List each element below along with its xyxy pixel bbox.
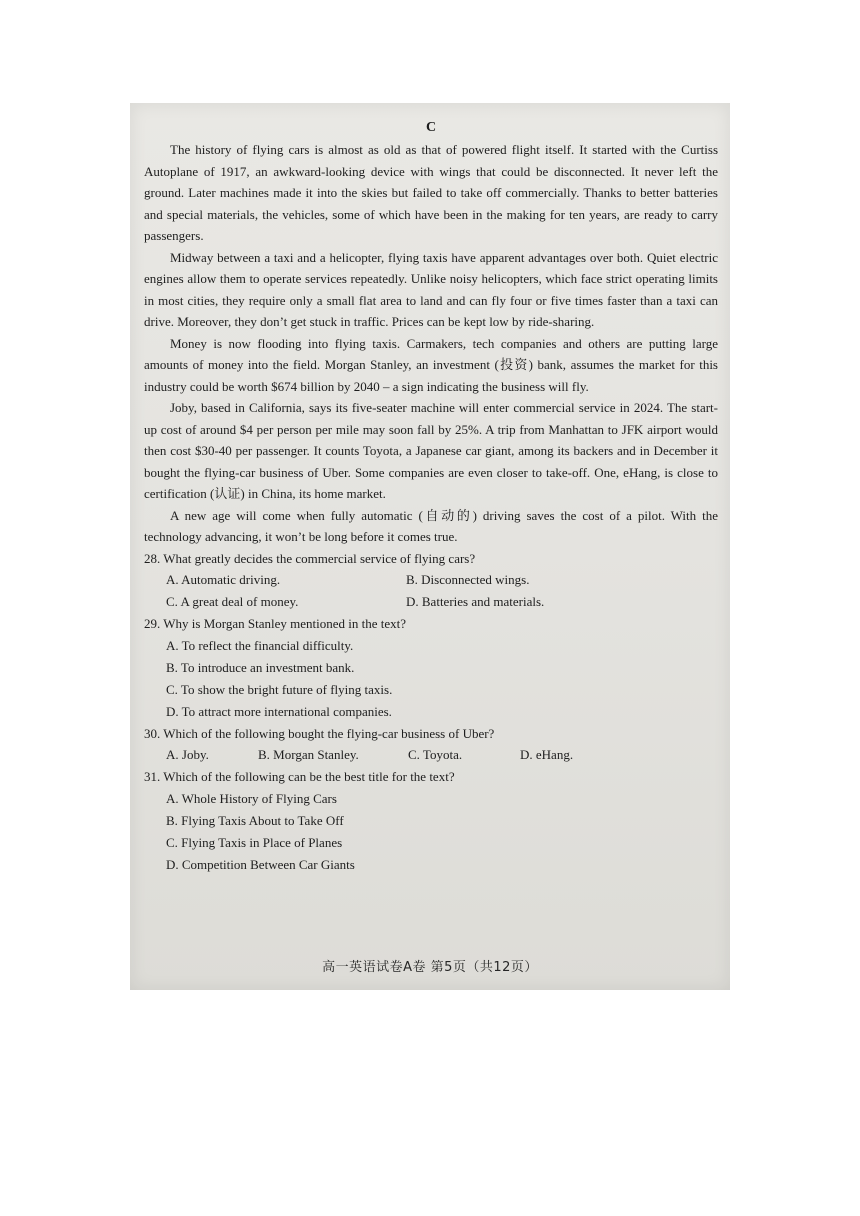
option-c: C. To show the bright future of flying taxis. <box>166 681 393 697</box>
question-stem: 29. Why is Morgan Stanley mentioned in the text? <box>144 616 407 631</box>
passage-paragraph-5: A new age will come when fully automatic (自动的) driving saves the cost of a pilot. With the technology advancing, it won’t be long before it comes true. <box>144 507 718 544</box>
question-30 <box>144 723 718 767</box>
passage-paragraph-4: Joby, based in California, says its five-seater machine will enter commercial service in 2024. The start-up cost of around $4 per person per mile may soon fall by 25%. A trip from Manhattan to JFK airport would then cost $30-40 per passenger. It counts Toyota, a Japanese car giant, among its backers and in December it bought the flying-car business of Uber. Some companies are even closer to take-off. One, eHang, is close to certification (认证) in China, its home market. <box>144 400 718 501</box>
question-stem: 31. Which of the following can be the best title for the text? <box>144 769 455 784</box>
option-d: D. Batteries and materials. <box>406 594 545 609</box>
exam-content <box>144 117 718 876</box>
section-letter: C <box>425 120 437 135</box>
option-a: A. Joby. <box>166 747 209 762</box>
option-d: D. Competition Between Car Giants <box>166 856 355 872</box>
question-options <box>144 569 718 613</box>
question-list <box>144 548 718 876</box>
question-28 <box>144 548 718 614</box>
option-c: C. Toyota. <box>408 747 463 762</box>
question-options <box>144 788 718 876</box>
page-footer: 高一英语试卷A卷 第5页（共12页） <box>322 960 538 975</box>
question-31 <box>144 766 718 876</box>
option-b: B. Disconnected wings. <box>406 572 530 587</box>
option-a: A. Automatic driving. <box>166 572 281 587</box>
question-stem: 30. Which of the following bought the flying-car business of Uber? <box>144 725 495 741</box>
option-b: B. Flying Taxis About to Take Off <box>166 812 344 828</box>
passage-paragraph-3: Money is now flooding into flying taxis. Carmakers, tech companies and others are putting large amounts of money into the field. Morgan Stanley, an investment (投资) bank, assumes the market for this industry could be worth $674 billion by 2040 – a sign indicating the business will fly. <box>144 335 718 394</box>
option-c: C. A great deal of money. <box>166 594 299 609</box>
question-29 <box>144 613 718 723</box>
question-stem: 28. What greatly decides the commercial service of flying cars? <box>144 550 476 566</box>
passage-paragraph-2: Midway between a taxi and a helicopter, flying taxis have apparent advantages over both. Quiet electric engines allow them to operate services repeatedly. Unlike noisy helicopters, which face strict operating limits in most cities, they require only a small flat area to land and can fly four or five times faster than a taxi can drive. Moreover, they don’t get stuck in traffic. Prices can be kept low by ride-sharing. <box>144 249 718 329</box>
question-options <box>144 635 718 723</box>
option-b: B. Morgan Stanley. <box>258 747 359 762</box>
option-d: D. To attract more international companies. <box>166 703 392 719</box>
option-a: A. To reflect the financial difficulty. <box>166 637 354 653</box>
question-options <box>144 744 718 766</box>
exam-page-photo <box>130 103 730 990</box>
option-a: A. Whole History of Flying Cars <box>166 790 337 806</box>
option-d: D. eHang. <box>520 747 574 762</box>
reading-passage <box>144 139 718 548</box>
option-c: C. Flying Taxis in Place of Planes <box>166 834 343 850</box>
passage-paragraph-1: The history of flying cars is almost as old as that of powered flight itself. It started with the Curtiss Autoplane of 1917, an awkward-looking device with wings that could be disconnected. It never left the ground. Later machines made it into the skies but failed to take off commercially. Thanks to better batteries and special materials, the vehicles, some of which have been in the making for ten years, are ready to carry passengers. <box>144 142 718 243</box>
option-b: B. To introduce an investment bank. <box>166 659 355 675</box>
